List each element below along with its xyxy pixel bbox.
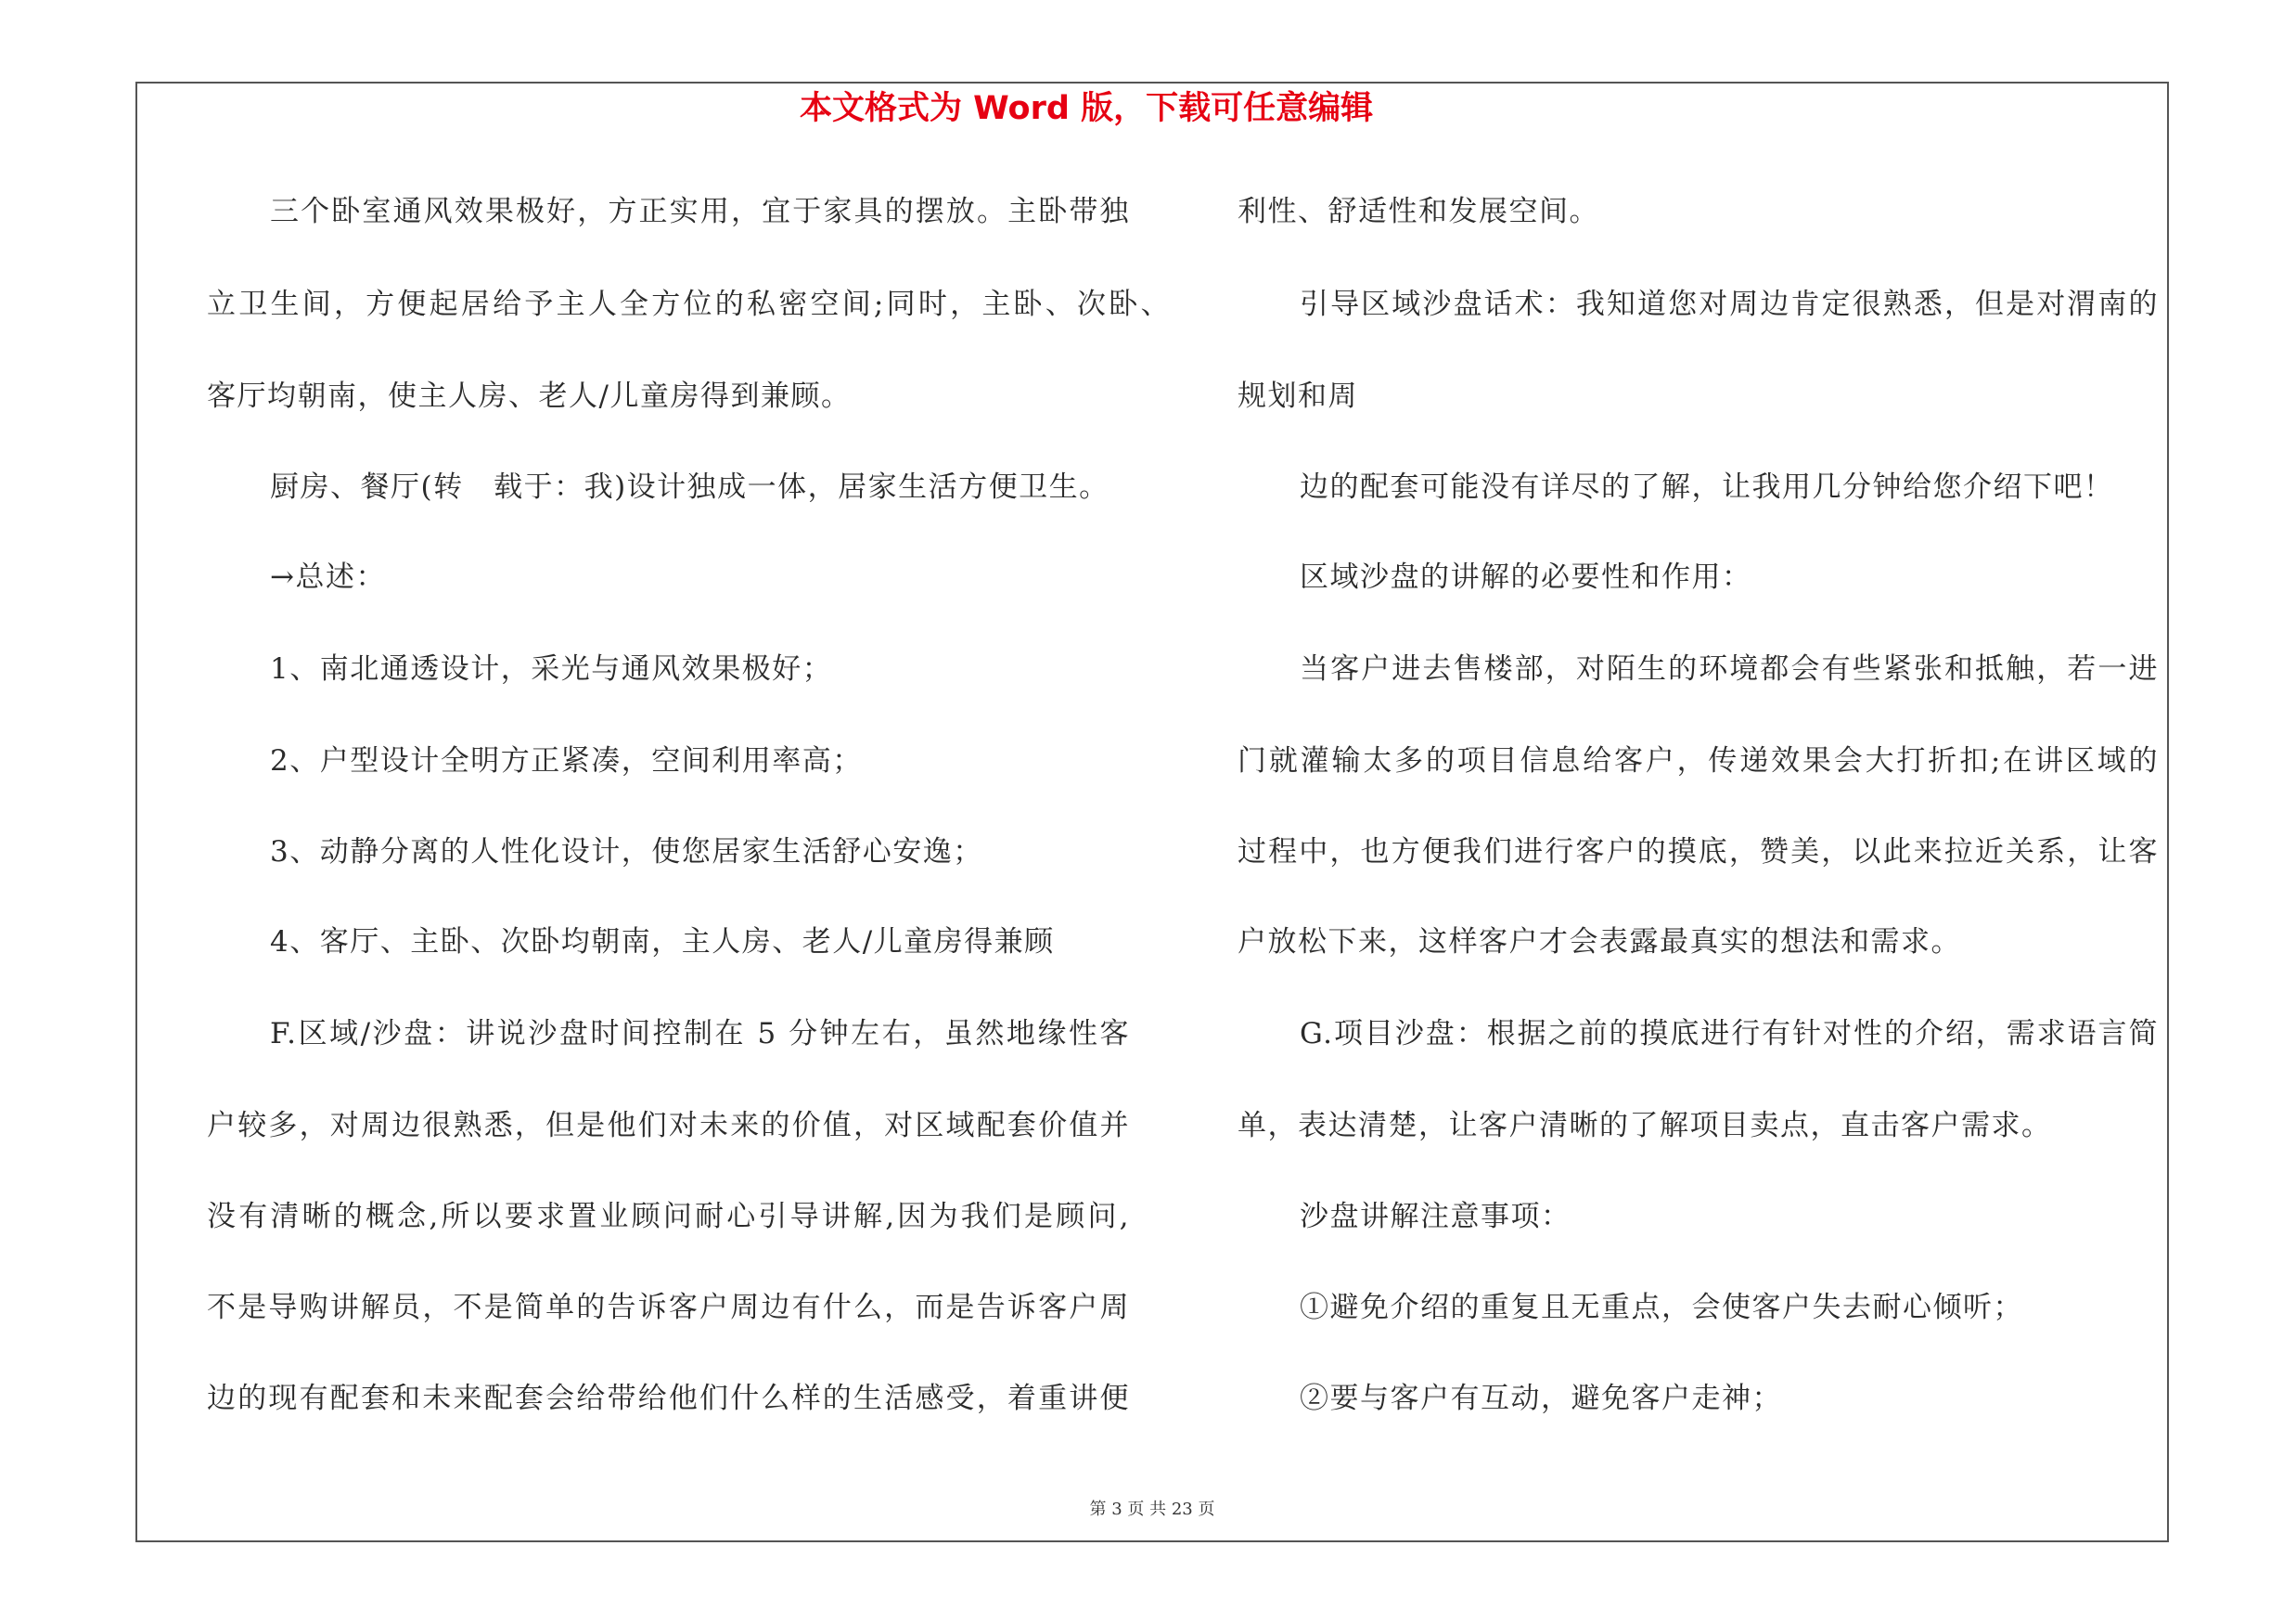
left-column-line: 客厅均朝南，使主人房、老人/儿童房得到兼顾。 [207, 380, 852, 413]
page-number: 第 3 页 共 23 页 [1089, 1500, 1215, 1519]
right-column-line: 边的配套可能没有详尽的了解，让我用几分钟给您介绍下吧！ [1300, 470, 2114, 504]
left-column-line: 3、动静分离的人性化设计，使您居家生活舒心安逸； [270, 835, 983, 869]
left-column-line: 4、客厅、主卧、次卧均朝南，主人房、老人/儿童房得兼顾 [270, 925, 1055, 959]
left-column-line: 厨房、餐厅(转 载于：我)设计独成一体，居家生活方便卫生。 [270, 470, 1110, 504]
right-column-line: 规划和周 [1238, 380, 1358, 413]
right-column-line: 利性、舒适性和发展空间。 [1238, 195, 1599, 228]
right-column-line: ①避免介绍的重复且无重点，会使客户失去耐心倾听； [1300, 1291, 2023, 1324]
right-column-line: 引导区域沙盘话术：我知道您对周边肯定很熟悉，但是对渭南的 [1300, 288, 2159, 321]
right-column-line: 门就灌输太多的项目信息给客户，传递效果会大打折扣;在讲区域的 [1238, 744, 2159, 778]
left-column-line: 立卫生间，方便起居给予主人全方位的私密空间;同时，主卧、次卧、 [207, 288, 1171, 321]
right-column-line: G.项目沙盘：根据之前的摸底进行有针对性的介绍，需求语言简 [1300, 1017, 2159, 1050]
left-column-line: F.区域/沙盘：讲说沙盘时间控制在 5 分钟左右，虽然地缘性客 [270, 1017, 1130, 1050]
right-column-line: 单，表达清楚，让客户清晰的了解项目卖点，直击客户需求。 [1238, 1109, 2052, 1142]
left-column-line: 没有清晰的概念,所以要求置业顾问耐心引导讲解,因为我们是顾问, [207, 1200, 1130, 1233]
left-column-line: 不是导购讲解员，不是简单的告诉客户周边有什么，而是告诉客户周 [207, 1291, 1130, 1324]
right-column-line: 过程中，也方便我们进行客户的摸底，赞美，以此来拉近关系，让客 [1238, 835, 2159, 869]
right-column-line: 户放松下来，这样客户才会表露最真实的想法和需求。 [1238, 925, 1961, 959]
left-column-line: 1、南北通透设计，采光与通风效果极好； [270, 652, 833, 686]
word-format-notice: 本文格式为 Word 版，下载可任意编辑 [800, 90, 1374, 127]
right-column-line: ②要与客户有互动，避免客户走神； [1300, 1382, 1782, 1415]
left-column-line: 边的现有配套和未来配套会给带给他们什么样的生活感受，着重讲便 [207, 1382, 1130, 1415]
right-column-line: 区域沙盘的讲解的必要性和作用： [1300, 560, 1752, 594]
left-column-line: 2、户型设计全明方正紧凑，空间利用率高； [270, 744, 863, 778]
left-column-line: →总述： [270, 560, 386, 594]
right-column-line: 当客户进去售楼部，对陌生的环境都会有些紧张和抵触，若一进 [1300, 652, 2159, 686]
left-column-line: 三个卧室通风效果极好，方正实用，宜于家具的摆放。主卧带独 [270, 195, 1130, 228]
right-column-line: 沙盘讲解注意事项： [1300, 1200, 1571, 1233]
left-column-line: 户较多，对周边很熟悉，但是他们对未来的价值，对区域配套价值并 [207, 1109, 1130, 1142]
